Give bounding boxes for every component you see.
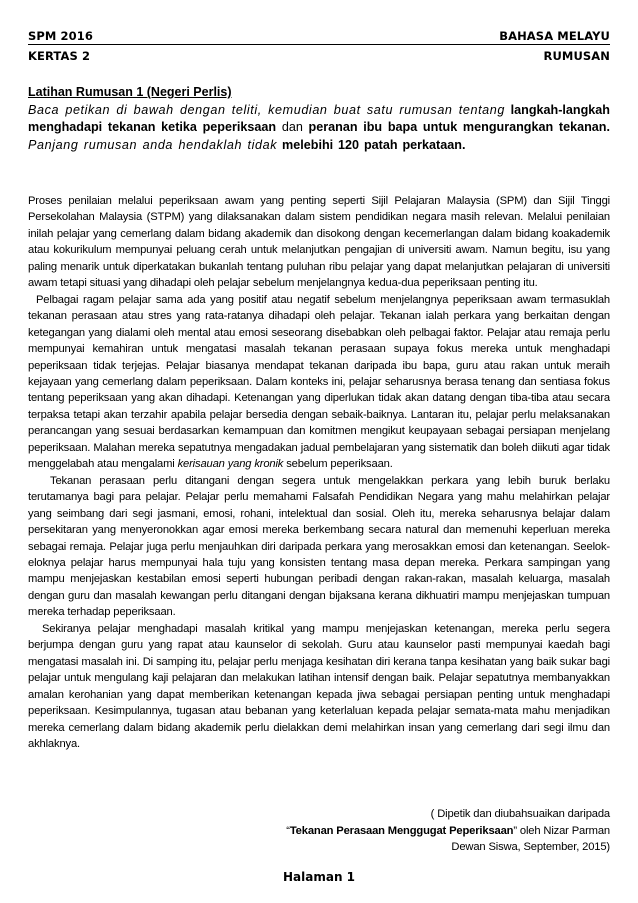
instruction-word-limit: melebihi 120 patah perkataan. bbox=[277, 137, 466, 152]
passage-paragraph-2-text-b: sebelum peperiksaan. bbox=[283, 458, 393, 471]
passage-paragraph-2-emphasis: kerisauan yang kronik bbox=[177, 458, 284, 471]
header-exam-year: SPM 2016 bbox=[28, 29, 93, 43]
citation-line-1: ( Dipetik dan diubahsuaikan daripada bbox=[430, 808, 610, 820]
page-number: Halaman 1 bbox=[282, 870, 356, 884]
instruction-topic-2: peranan ibu bapa untuk mengurangkan tekanan. bbox=[308, 120, 610, 135]
citation-line-2 bbox=[210, 823, 610, 840]
citation-author: ” oleh Nizar Parman bbox=[513, 824, 610, 837]
header-divider bbox=[28, 44, 610, 45]
passage-paragraph-2 bbox=[28, 292, 610, 473]
citation-article-title: Tekanan Perasaan Menggugat Peperiksaan bbox=[289, 824, 514, 837]
passage bbox=[28, 193, 610, 752]
citation-open-quote: “ bbox=[286, 824, 290, 837]
exercise-title: Latihan Rumusan 1 (Negeri Perlis) bbox=[28, 85, 232, 99]
instruction-topic-1: langkah-langkah menghadapi tekanan ketika peperiksaan bbox=[28, 103, 611, 135]
passage-paragraph-1: Proses penilaian melalui peperiksaan awam yang penting seperti Sijil Pelajaran Malaysia (SPM) dan Sijil Tinggi Persekolahan Malaysia (STPM) yang dilaksanakan dalam sistem pendidikan negara masih relevan. Melalui penilaian inilah pelajar yang cemerlang dalam bidang akademik dan disokong dengan kecemerlangan dalam bidang koakademik atau kokurikulum mempunyai peluang cerah untuk melanjutkan pengajian di universiti awam. Namun begitu, isu yang paling menarik untuk diperkatakan bukanlah tentang puluhan ribu pelajar yang dapat melanjutkan pelajaran di universiti awam tetapi situasi yang dihadapi oleh pelajar sebelum menjelangnya kedua-dua peperiksaan penting itu. bbox=[28, 195, 610, 290]
header-subject: BAHASA MELAYU bbox=[499, 29, 610, 43]
citation-line-3: Dewan Siswa, September, 2015) bbox=[451, 841, 610, 853]
header-paper: KERTAS 2 bbox=[28, 49, 91, 63]
header-section: RUMUSAN bbox=[543, 49, 610, 63]
instruction-part-5: Panjang rumusan anda hendaklah tidak bbox=[28, 137, 278, 152]
instruction-part-3: dan bbox=[276, 120, 309, 135]
citation bbox=[210, 806, 610, 856]
passage-paragraph-3: Tekanan perasaan perlu ditangani dengan segera untuk mengelakkan perkara yang lebih buruk berlaku terutamanya bagi para pelajar. Pelajar perlu memahami Falsafah Pendidikan Negara yang mahu melahirkan pelajar yang seimbang dari segi jasmani, emosi, rohani, intelektual dan sosial. Oleh itu, mereka seharusnya belajar dalam persekitaran yang menyeronokkan agar emosi mereka berkembang secara natural dan memenuhi keperluan mereka sebagai remaja. Pelajar juga perlu menjauhkan diri daripada perkara yang merosakkan emosi dan ketenangan. Seelok-eloknya pelajar harus mempunyai hala tuju yang konsisten tentang masa depan mereka. Perkara sampingan yang mampu menjejaskan kestabilan emosi seperti hubungan peribadi dengan rakan-rakan, masalah keluarga, masalah dengan guru dan masalah kewangan perlu ditangani dengan bijaksana kerana dikhuatiri mampu menjejaskan tumpuan mereka terhadap peperiksaan. bbox=[28, 474, 610, 619]
header-row-2 bbox=[28, 49, 610, 63]
passage-paragraph-4: Sekiranya pelajar menghadapi masalah kritikal yang mampu menjejaskan ketenangan, mereka perlu segera berjumpa dengan guru yang rapat atau kaunselor di sekolah. Guru atau kaunselor pasti mempunyai kaedah bagi mengatasi masalah ini. Di samping itu, pelajar perlu menjaga kesihatan diri kerana tanpa kesihatan yang baik sukar bagi pelajar untuk mengulang kaji pelajaran dan melakukan latihan intensif dengan baik. Pelajar sepatutnya membanyakkan amalan kerohanian yang dapat memberikan ketenangan kepada jiwa sebagai persiapan penting untuk menghadapi peperiksaan. Kesimpulannya, tugasan atau bebanan yang keterlaluan kepada pelajar semata-mata mahu menjadikan mereka cemerlang dalam bidang akademik perlu dielakkan demi melahirkan insan yang cemerlang dari segi ilmu dan akhlaknya. bbox=[28, 622, 610, 750]
instruction-text bbox=[28, 102, 610, 154]
passage-paragraph-2-text-a: Pelbagai ragam pelajar sama ada yang positif atau negatif sebelum menjelangnya peperiksaan awam termasuklah tekanan perasaan atau stres yang rata-ratanya dihadapi oleh pelajar. Tekanan ialah perkara yang berkaitan dengan ketegangan yang dialami oleh mental atau emosi seseorang disebabkan oleh pelbagai faktor. Pelajar atau remaja perlu mempunyai kemahiran untuk mengatasi masalah tekanan perasaan supaya fokus mereka untuk menghadapi peperiksaan tidak terjejas. Pelajar biasanya mendapat tekanan daripada ibu bapa, guru atau rakan untuk meraih kejayaan yang cemerlang dalam peperiksaan. Dalam konteks ini, pelajar seharusnya berasa tenang dan sentiasa fokus tentang peperiksaan yang akan dihadapi. Ketenangan yang diperlukan tidak akan datang dengan tiba-tiba atau secara terpaksa tetapi akan terzahir apabila pelajar bersedia dengan sebaik-baiknya. Lantaran itu, pelajar perlu melaksanakan perancangan yang sesuai berdasarkan kemampuan dan komitmen mengikut keupayaan sebagai persiapan menjelang peperiksaan. Malahan mereka sepatutnya mengadakan jadual pembelajaran yang sistematik dan boleh diikuti agar tidak menggelabah atau mengalami bbox=[28, 293, 610, 471]
header-row-1 bbox=[28, 29, 610, 43]
instruction-part-1: Baca petikan di bawah dengan teliti, kemudian buat satu rumusan tentang bbox=[28, 103, 505, 117]
